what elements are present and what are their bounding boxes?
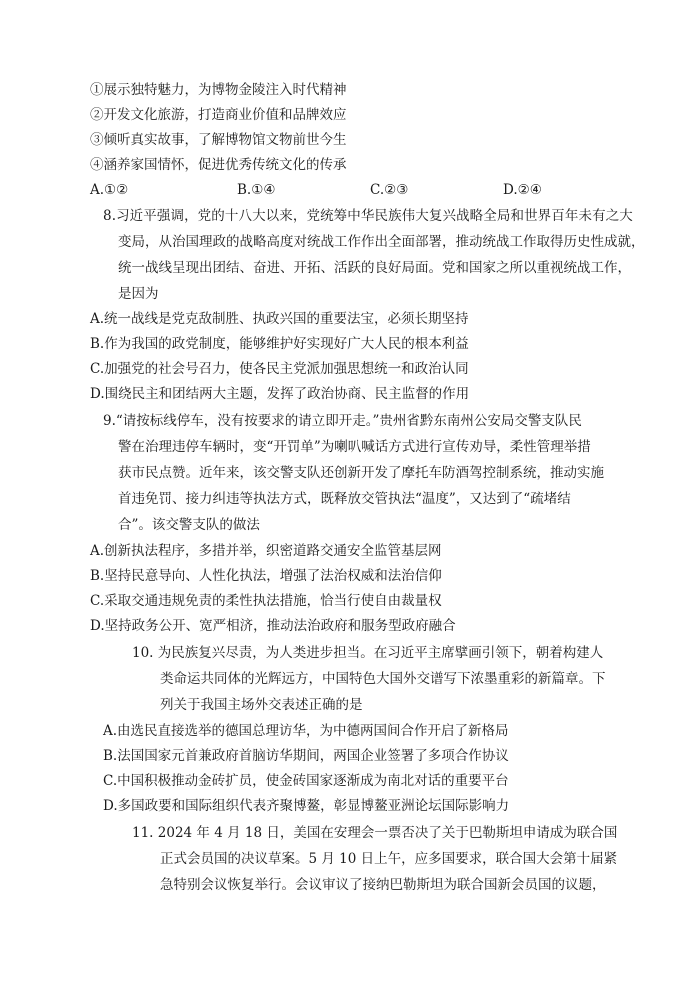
q7-options-row <box>90 181 650 199</box>
q8-option-b[interactable]: B.作为我国的政党制度，能够维护好实现好广大人民的根本利益 <box>90 336 469 352</box>
q7-option-d[interactable]: D.②④ <box>503 182 542 198</box>
q10-stem-line-3: 列关于我国主场外交表述正确的是 <box>160 697 363 713</box>
q9-stem-line-3: 获市民点赞。近年来，该交警支队还创新开发了摩托车防酒驾控制系统，推动实施 <box>118 465 604 481</box>
q9-option-b[interactable]: B.坚持民意导向、人性化执法，增强了法治权威和法治信仰 <box>90 568 442 584</box>
statement-4: ④涵养家国情怀，促进优秀传统文化的传承 <box>90 157 347 173</box>
q11-stem-line-3: 急特别会议恢复举行。会议审议了接纳巴勒斯坦为联合国新会员国的议题， <box>160 877 606 893</box>
q9-stem-line-4: 首违免罚、接力纠违等执法方式，既释放交管执法“温度”，又达到了“疏堵结 <box>118 491 571 507</box>
q8-stem-line-4: 是因为 <box>118 286 159 302</box>
q9-stem-line-2: 警在治理违停车辆时，变“开罚单”为喇叭喊话方式进行宣传劝导，柔性管理举措 <box>118 439 591 455</box>
q11-stem-line-2: 正式会员国的决议草案。5 月 10 日上午，应多国要求，联合国大会第十届紧 <box>160 851 618 867</box>
q10-option-a[interactable]: A.由选民直接选举的德国总理访华，为中德两国间合作开启了新格局 <box>103 723 509 739</box>
q10-option-b[interactable]: B.法国国家元首兼政府首脑访华期间，两国企业签署了多项合作协议 <box>103 748 509 764</box>
q11-stem-line-1: 11. 2024 年 4 月 18 日，美国在安理会一票否决了关于巴勒斯坦申请成为联合国 <box>132 825 618 841</box>
q8-stem-line-3: 统一战线呈现出团结、奋进、开拓、活跃的良好局面。党和国家之所以重视统战工作， <box>118 260 631 276</box>
statement-3: ③倾听真实故事，了解博物馆文物前世今生 <box>90 132 347 148</box>
q9-stem-line-5: 合”。该交警支队的做法 <box>118 517 260 533</box>
q7-option-c[interactable]: C.②③ <box>370 182 409 198</box>
q9-option-c[interactable]: C.采取交通违规免责的柔性执法措施，恰当行使自由裁量权 <box>90 593 442 609</box>
q10-option-d[interactable]: D.多国政要和国际组织代表齐聚博鳌，彰显博鳌亚洲论坛国际影响力 <box>103 798 510 814</box>
q8-option-c[interactable]: C.加强党的社会号召力，使各民主党派加强思想统一和政治认同 <box>90 361 469 377</box>
statement-1: ①展示独特魅力，为博物金陵注入时代精神 <box>90 82 347 98</box>
q9-stem-line-1: 9.“请按标线停车，没有按要求的请立即开走。”贵州省黔东南州公安局交警支队民 <box>103 413 582 429</box>
q9-option-a[interactable]: A.创新执法程序，多措并举，织密道路交通安全监管基层网 <box>90 543 442 559</box>
q7-option-a[interactable]: A.①② <box>90 182 129 198</box>
q8-stem-line-2: 变局，从治国理政的战略高度对统战工作作出全面部署，推动统战工作取得历史性成就， <box>118 234 645 250</box>
q8-option-a[interactable]: A.统一战线是党克敌制胜、执政兴国的重要法宝，必须长期坚持 <box>90 311 469 327</box>
q8-option-d[interactable]: D.围绕民主和团结两大主题，发挥了政治协商、民主监督的作用 <box>90 386 470 402</box>
statement-2: ②开发文化旅游，打造商业价值和品牌效应 <box>90 107 347 123</box>
q8-stem-line-1: 8.习近平强调，党的十八大以来，党统筹中华民族伟大复兴战略全局和世界百年未有之大 <box>103 208 633 224</box>
q10-option-c[interactable]: C.中国积极推动金砖扩员，使金砖国家逐渐成为南北对话的重要平台 <box>103 773 509 789</box>
q9-option-d[interactable]: D.坚持政务公开、宽严相济，推动法治政府和服务型政府融合 <box>90 618 456 634</box>
q10-stem-line-1: 10. 为民族复兴尽责，为人类进步担当。在习近平主席擘画引领下，朝着构建人 <box>132 645 604 661</box>
q10-stem-line-2: 类命运共同体的光辉远方，中国特色大国外交谱写下浓墨重彩的新篇章。下 <box>160 671 606 687</box>
q7-option-b[interactable]: B.①④ <box>237 182 276 198</box>
